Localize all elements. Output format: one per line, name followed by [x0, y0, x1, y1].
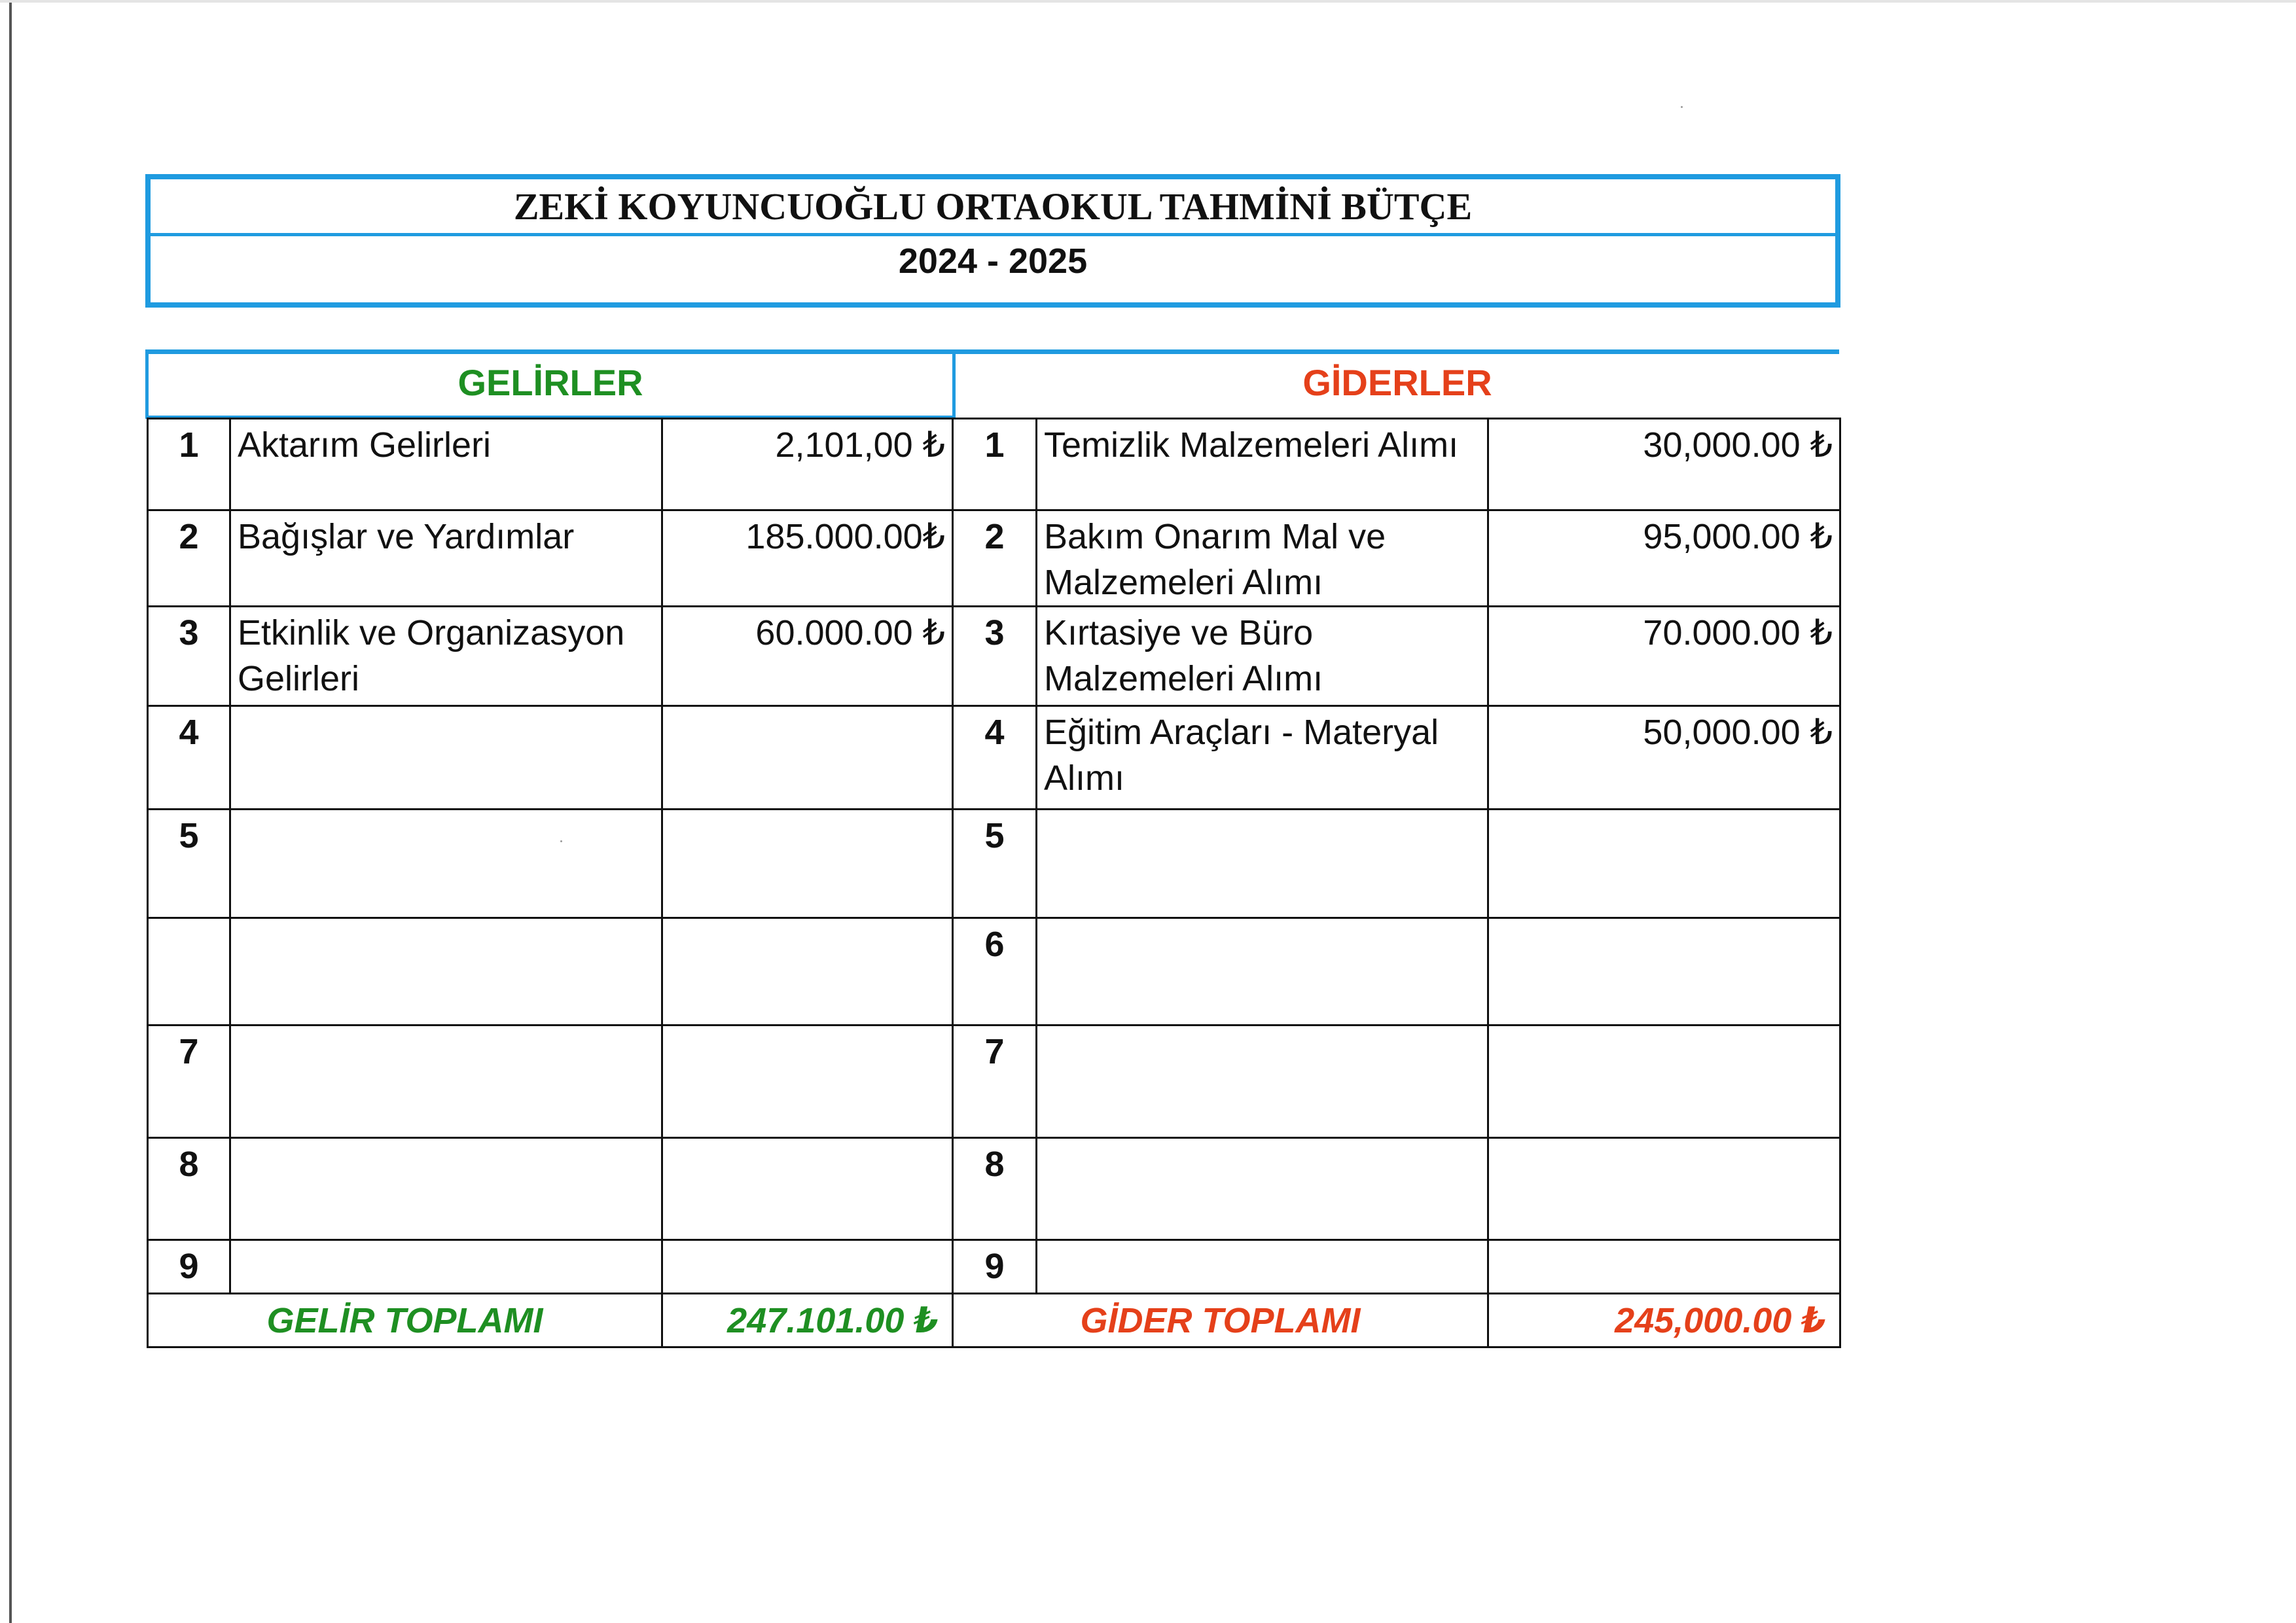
table-row: [148, 1026, 1840, 1138]
expense-item-number: 1: [953, 419, 1037, 510]
expense-item-amount: [1488, 918, 1840, 1026]
expense-item-number: 4: [953, 706, 1037, 810]
income-item-name: [230, 1138, 662, 1240]
scan-speck: [1681, 106, 1683, 108]
expense-item-number: 5: [953, 810, 1037, 918]
budget-header: [145, 174, 1840, 308]
expense-item-amount: [1488, 810, 1840, 918]
income-item-amount: 2,101,00 ₺: [662, 419, 953, 510]
expense-item-number: 6: [953, 918, 1037, 1026]
document-title: ZEKİ KOYUNCUOĞLU ORTAOKUL TAHMİNİ BÜTÇE: [513, 185, 1473, 228]
income-item-number: 7: [148, 1026, 230, 1138]
income-item-number: 8: [148, 1138, 230, 1240]
expense-total-label: GİDER TOPLAMI: [953, 1294, 1488, 1347]
expense-item-number: 3: [953, 607, 1037, 706]
income-item-amount: [662, 706, 953, 810]
scan-edge: [9, 0, 12, 1623]
table-row: [148, 1240, 1840, 1294]
expense-item-amount: [1488, 1240, 1840, 1294]
income-item-amount: [662, 918, 953, 1026]
expense-item-name: [1037, 1138, 1488, 1240]
header-divider: [151, 233, 1835, 236]
table-row: [148, 510, 1840, 607]
income-item-number: 9: [148, 1240, 230, 1294]
expense-item-number: 8: [953, 1138, 1037, 1240]
expense-section-title: GİDERLER: [1302, 362, 1492, 403]
expense-total-amount: 245,000.00 ₺: [1488, 1294, 1840, 1347]
expense-item-amount: 30,000.00 ₺: [1488, 419, 1840, 510]
income-item-number: 2: [148, 510, 230, 607]
expense-item-name: Temizlik Malzemeleri Alımı: [1037, 419, 1488, 510]
income-item-amount: [662, 1026, 953, 1138]
income-item-number: 5: [148, 810, 230, 918]
income-item-amount: [662, 1138, 953, 1240]
income-item-name: [230, 1026, 662, 1138]
totals-row: [148, 1294, 1840, 1347]
expense-item-name: Bakım Onarım Mal ve Malzemeleri Alımı: [1037, 510, 1488, 607]
income-item-number: [148, 918, 230, 1026]
expense-section-header: [956, 349, 1839, 419]
expense-item-name: Kırtasiye ve Büro Malzemeleri Alımı: [1037, 607, 1488, 706]
expense-item-name: [1037, 1026, 1488, 1138]
table-row: [148, 419, 1840, 510]
expense-item-name: [1037, 810, 1488, 918]
table-row: [148, 607, 1840, 706]
income-total-label: GELİR TOPLAMI: [148, 1294, 662, 1347]
table-row: [148, 1138, 1840, 1240]
income-item-amount: 185.000.00₺: [662, 510, 953, 607]
expense-item-name: [1037, 918, 1488, 1026]
income-total-amount: 247.101.00 ₺: [662, 1294, 953, 1347]
expense-item-name: Eğitim Araçları - Materyal Alımı: [1037, 706, 1488, 810]
income-item-amount: [662, 1240, 953, 1294]
income-item-name: Bağışlar ve Yardımlar: [230, 510, 662, 607]
income-item-name: [230, 810, 662, 918]
income-item-number: 3: [148, 607, 230, 706]
table-row: [148, 706, 1840, 810]
expense-item-amount: 50,000.00 ₺: [1488, 706, 1840, 810]
income-item-amount: [662, 810, 953, 918]
income-item-number: 4: [148, 706, 230, 810]
income-item-name: Etkinlik ve Organizasyon Gelirleri: [230, 607, 662, 706]
expense-item-amount: [1488, 1026, 1840, 1138]
income-section-title: GELİRLER: [457, 362, 643, 403]
income-section-header: [145, 349, 956, 419]
budget-year: 2024 - 2025: [898, 241, 1088, 281]
budget-table: [147, 418, 1841, 1348]
expense-item-name: [1037, 1240, 1488, 1294]
income-item-name: Aktarım Gelirleri: [230, 419, 662, 510]
expense-item-amount: [1488, 1138, 1840, 1240]
table-row: [148, 810, 1840, 918]
expense-item-number: 2: [953, 510, 1037, 607]
expense-item-amount: 95,000.00 ₺: [1488, 510, 1840, 607]
income-item-name: [230, 1240, 662, 1294]
income-item-name: [230, 918, 662, 1026]
income-item-number: 1: [148, 419, 230, 510]
expense-item-amount: 70.000.00 ₺: [1488, 607, 1840, 706]
expense-item-number: 9: [953, 1240, 1037, 1294]
income-item-name: [230, 706, 662, 810]
expense-item-number: 7: [953, 1026, 1037, 1138]
table-row: [148, 918, 1840, 1026]
income-item-amount: 60.000.00 ₺: [662, 607, 953, 706]
scan-edge-top: [0, 0, 2296, 3]
